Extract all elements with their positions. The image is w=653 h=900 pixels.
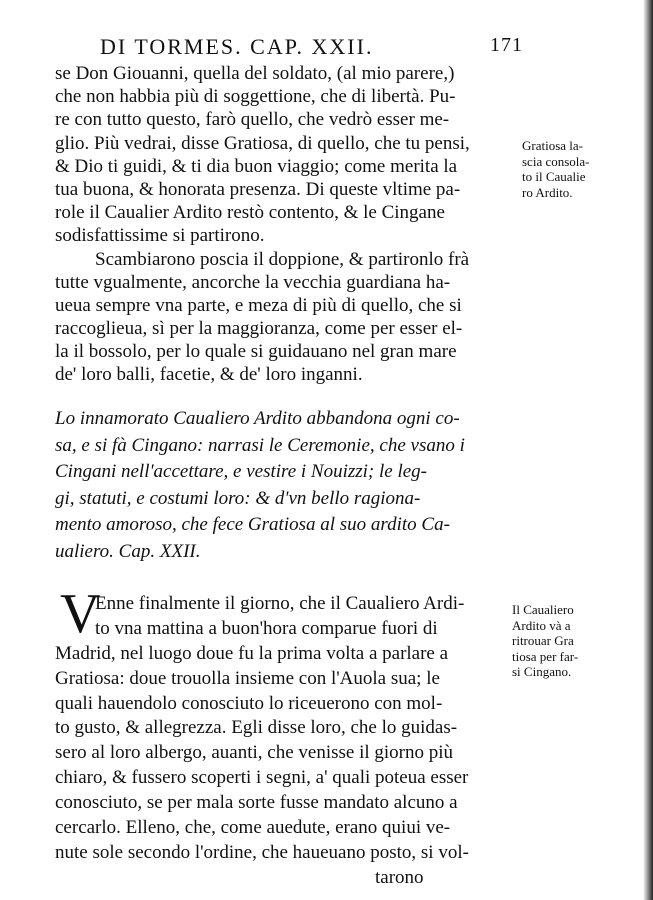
heading-line: ualiero. Cap. XXII. xyxy=(55,540,201,562)
body-line: tua buona, & honorata presenza. Di queste vltime pa- xyxy=(55,178,461,200)
chapter-line: Madrid, nel luogo doue fu la prima volta a parlare a xyxy=(55,642,449,664)
chapter-line: tarono xyxy=(375,866,424,888)
body-line: sodisfattissime si partirono. xyxy=(55,225,265,247)
margin-note-line: scia consola- xyxy=(522,153,590,169)
margin-note-line: Il Caualiero xyxy=(512,602,574,617)
chapter-line: nute sole secondo l'ordine, che haueuano posto, si vol- xyxy=(55,841,469,863)
margin-note-line: si Cingano. xyxy=(512,664,572,679)
body-line: che non habbia più di soggettione, che di libertà. Pu- xyxy=(55,86,456,108)
heading-line: sa, e si fà Cingano: narrasi le Ceremonie, che vsano i xyxy=(55,434,465,456)
chapter-line: sero al loro albergo, auanti, che venisse il giorno più xyxy=(55,742,454,764)
chapter-line: Enne finalmente il giorno, che il Caualiero Ardi- xyxy=(95,593,465,614)
heading-line: mento amoroso, che fece Gratiosa al suo ardito Ca- xyxy=(55,514,450,535)
body-line: de' loro balli, facetie, & de' loro inganni. xyxy=(55,364,363,386)
chapter-line: quali hauendolo conosciuto lo riceuerono con mol- xyxy=(55,692,443,714)
chapter-line: conosciuto, se per mala sorte fusse mandato alcuno a xyxy=(55,792,458,814)
chapter-line: to gusto, & allegrezza. Egli disse loro, che lo guidas- xyxy=(55,717,458,739)
page-edge-shadow xyxy=(643,0,653,900)
chapter-line: to vna mattina a buon'hora comparue fuori di xyxy=(95,617,438,639)
margin-note-line: to il Caualie xyxy=(522,169,586,184)
chapter-line: chiaro, & fussero scoperti i segni, a' quali poteua esser xyxy=(55,767,469,789)
body-line: tutte vgualmente, ancorche la vecchia guardiana ha- xyxy=(55,271,451,293)
margin-note-line: Gratiosa la- xyxy=(522,138,584,153)
chapter-line: Gratiosa: doue trouolla insieme con l'Auola sua; le xyxy=(55,667,440,689)
margin-note-caualiero xyxy=(512,602,578,680)
body-line: & Dio ti guidi, & ti dia buon viaggio; come merita la xyxy=(55,155,458,177)
margin-note-gratiosa xyxy=(522,138,590,200)
drop-cap: V xyxy=(60,583,101,645)
heading-line: Lo innamorato Caualiero Ardito abbandona ogni co- xyxy=(55,408,460,429)
heading-line: Cingani nell'accettare, e vestire i Nouizzi; le leg- xyxy=(55,461,428,482)
page-header xyxy=(100,34,523,60)
chapter-text xyxy=(55,592,510,891)
heading-line: gi, statuti, e costumi loro: & d'vn bello ragiona- xyxy=(55,487,421,509)
body-line: role il Caualier Ardito restò contento, & le Cingane xyxy=(55,202,445,224)
running-title: DI TORMES. CAP. XXII. xyxy=(100,34,374,59)
margin-note-line: tiosa per far- xyxy=(512,648,579,664)
margin-note-line: Ardito và a xyxy=(512,617,571,633)
body-text xyxy=(55,62,510,387)
margin-note-line: ro Ardito. xyxy=(522,184,573,200)
chapter-line: cercarlo. Elleno, che, come auedute, erano quiui ve- xyxy=(55,817,451,839)
body-line: re con tutto questo, farò quello, che vedrò esser me- xyxy=(55,109,450,131)
body-line: raccoglieua, sì per la maggioranza, come per esser el- xyxy=(55,318,463,340)
body-line: ueua sempre vna parte, e meza di più di quello, che si xyxy=(55,294,462,316)
page-number: 171 xyxy=(490,34,523,56)
margin-note-line: ritrouar Gra xyxy=(512,633,574,648)
chapter-heading xyxy=(55,406,515,565)
body-line: la il bossolo, per lo quale si guidauano nel gran mare xyxy=(55,341,457,363)
body-line: glio. Più vedrai, disse Gratiosa, di quello, che tu pensi, xyxy=(55,132,470,154)
body-line: se Don Giouanni, quella del soldato, (al mio parere,) xyxy=(55,63,455,84)
body-line: Scambiarono poscia il doppione, & partironlo frà xyxy=(95,248,470,270)
